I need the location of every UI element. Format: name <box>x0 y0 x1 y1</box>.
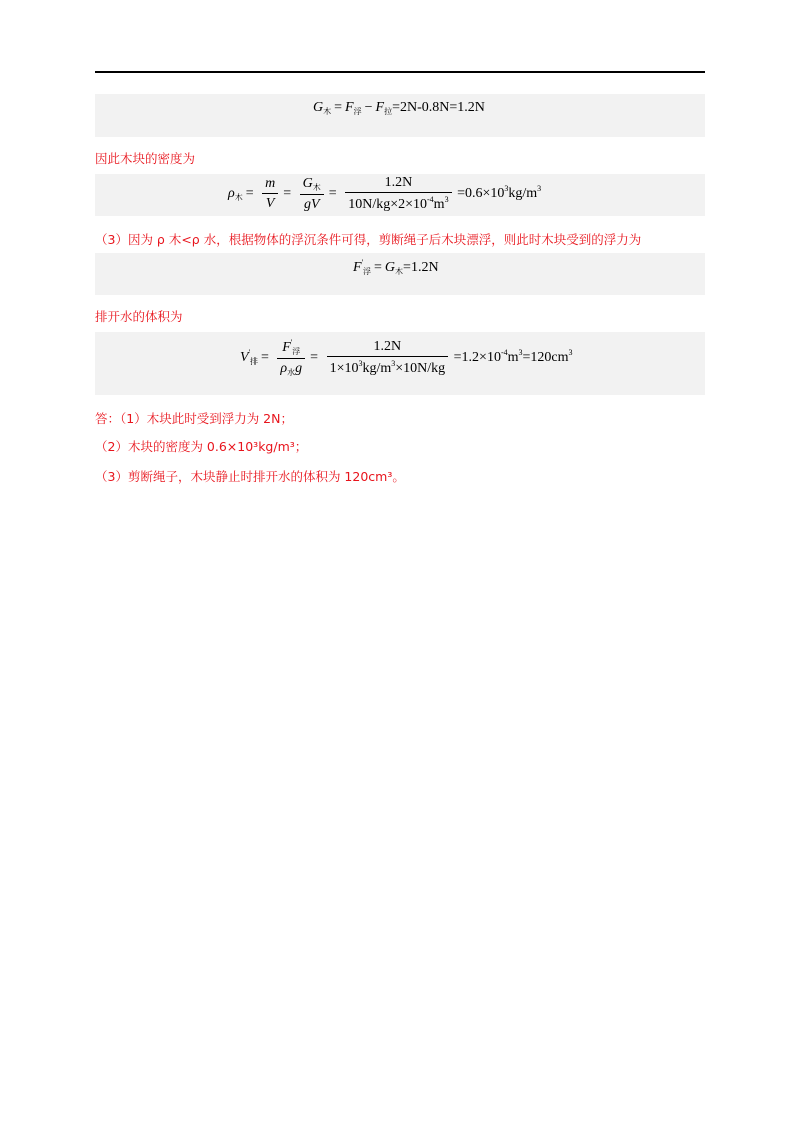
answer-line-2: （2）木块的密度为 0.6×10³kg/m³； <box>95 439 308 454</box>
text-volume-intro: 排开水的体积为 <box>95 309 183 324</box>
answer-line-1: 答：（1）木块此时受到浮力为 2N； <box>95 411 293 426</box>
equation-box-buoyancy <box>95 253 705 295</box>
equation-buoyancy: $F'_浮 = G_木=1.2N$ <box>353 258 439 276</box>
equation-gravity: $G_木 = F_浮 - F_拉=2N-0.8N=1.2N$ <box>313 100 485 116</box>
equation-box-gravity <box>95 94 705 137</box>
equation-box-volume <box>95 332 705 395</box>
text-density-intro: 因此木块的密度为 <box>95 151 196 166</box>
text-part3: （3）因为 ρ 木<ρ 水，根据物体的浮沉条件可得，剪断绳子后木块漂浮，则此时木块受到的浮力为 <box>95 232 642 247</box>
equation-volume: $V'_排$ = $\frac{F'_浮}{\rho_水g}$ = $\frac{1.2N}{1\times 10^3kg/m^3\times 10N/kg}$ $=1.2\times 10^{-4}m^3=120cm^3$ <box>240 338 573 377</box>
equation-box-density <box>95 174 705 216</box>
header-rule <box>95 71 705 73</box>
equation-density: $\rho_木$ = $\frac{m}{V}$ = $\frac{G_木}{gV}$ = $\frac{1.2N}{10N/kg\times 2\times 10^{-4}m^3}$ $=0.6\times 10^3kg/m^3$ <box>228 175 542 212</box>
answer-line-3: （3）剪断绳子，木块静止时排开水的体积为 120cm³。 <box>95 469 405 484</box>
